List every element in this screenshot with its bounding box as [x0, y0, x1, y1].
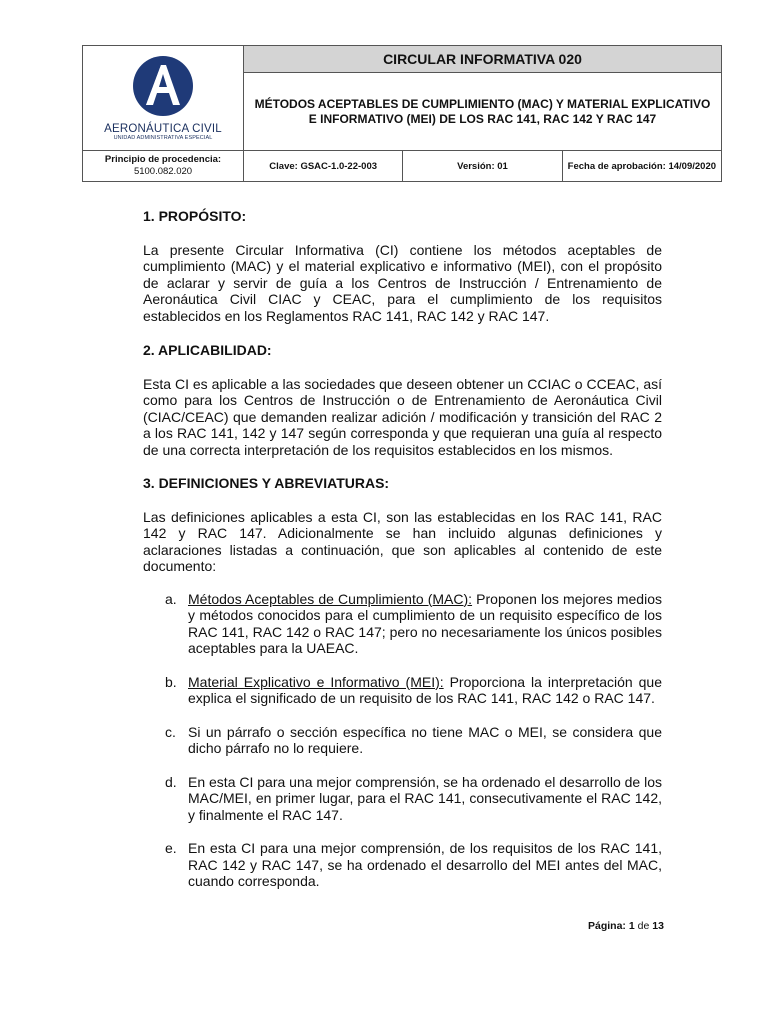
section-body-definitions: Las definiciones aplicables a esta CI, son las establecidas en los RAC 141, RAC 142 y RAC 147. Adicionalmente se han incluido algunas definiciones y aclaraciones listadas a continuación, que son aplicables al contenido de este documento: — [143, 508, 662, 574]
clave-cell: Clave: GSAC-1.0-22-003 — [244, 151, 403, 182]
principle-value: 5100.082.020 — [133, 166, 193, 177]
list-item — [143, 591, 662, 657]
list-item — [143, 774, 662, 824]
list-item — [143, 674, 662, 707]
page-label: Página: — [588, 920, 626, 932]
definition-term: Material Explicativo e Informativo (MEI): — [188, 673, 444, 690]
list-item-marker: c. — [165, 723, 176, 740]
page-total: 13 — [652, 920, 664, 932]
logo-subtitle: UNIDAD ADMINISTRATIVA ESPECIAL — [113, 134, 213, 141]
section-title-definitions: 3. DEFINICIONES Y ABREVIATURAS: — [143, 475, 390, 491]
section-title-applicability: 2. APLICABILIDAD: — [143, 342, 272, 358]
definition-term: Métodos Aceptables de Cumplimiento (MAC): — [188, 590, 473, 607]
document-body — [143, 208, 662, 890]
document-title: CIRCULAR INFORMATIVA 020 — [244, 46, 722, 73]
list-item — [143, 724, 662, 757]
section-title-purpose: 1. PROPÓSITO: — [143, 208, 247, 224]
page-of: de — [637, 920, 650, 932]
approval-date-cell: Fecha de aprobación: 14/09/2020 — [562, 151, 721, 182]
page-current: 1 — [628, 920, 635, 932]
definition-text: Proponen los mejores medios y métodos conocidos para el cumplimiento de un requisito específico de los RAC 141, RAC 142 o RAC 147; pero no necesariamente los únicos posibles aceptables para la UAEAC. — [188, 590, 662, 656]
definition-text: Proporciona la interpretación que explica el significado de un requisito de los RAC 141, RAC 142 o RAC 147. — [188, 673, 662, 706]
definitions-list — [143, 591, 662, 890]
logo-cell — [83, 46, 244, 151]
principle-label: Principio de procedencia: — [104, 154, 222, 165]
aeronautica-emblem-icon — [132, 55, 194, 117]
list-item-marker: e. — [165, 840, 177, 856]
definition-text: Si un párrafo o sección específica no tiene MAC o MEI, se considera que dicho párrafo no lo requiere. — [188, 723, 662, 756]
aeronautica-logo — [83, 55, 243, 142]
list-item-marker: a. — [165, 590, 177, 607]
principle-cell — [83, 151, 244, 182]
version-cell: Versión: 01 — [403, 151, 562, 182]
section-body-purpose: La presente Circular Informativa (CI) contiene los métodos aceptables de cumplimiento (MAC) y el material explicativo e informativo (MEI), con el propósito de aclarar y servir de guía a los Centros de Instrucción / Entrenamiento de Aeronáutica Civil CIAC y CEAC, para el cumplimiento de los requisitos establecidos en los Reglamentos RAC 141, RAC 142 y RAC 147. — [143, 241, 662, 324]
section-body-applicability: Esta CI es aplicable a las sociedades que deseen obtener un CCIAC o CCEAC, así como para los Centros de Instrucción o de Entrenamiento de Aeronáutica Civil (CIAC/CEAC) que demanden realizar adición / modificación y transición del RAC 2 a los RAC 141, 142 y 147 según corresponda y que requieran una guía al respecto de una correcta interpretación de los requisitos establecidos en los mismos. — [143, 375, 662, 458]
definition-text: En esta CI para una mejor comprensión, de los requisitos de los RAC 141, RAC 142 y RAC 147, se ha ordenado el desarrollo del MEI antes del MAC, cuando corresponda. — [188, 840, 662, 889]
document-subtitle: MÉTODOS ACEPTABLES DE CUMPLIMIENTO (MAC) Y MATERIAL EXPLICATIVO E INFORMATIVO (MEI) DE LOS RAC 141, RAC 142 Y RAC 147 — [244, 73, 722, 151]
logo-name: AERONÁUTICA CIVIL — [104, 122, 222, 135]
document-header — [82, 45, 722, 182]
definition-text: En esta CI para una mejor comprensión, se ha ordenado el desarrollo de los MAC/MEI, en primer lugar, para el RAC 141, consecutivamente el RAC 142, y finalmente el RAC 147. — [188, 773, 662, 823]
list-item-marker: b. — [165, 673, 177, 690]
list-item-marker: d. — [165, 773, 177, 790]
list-item — [143, 840, 662, 890]
page-number — [588, 920, 664, 932]
